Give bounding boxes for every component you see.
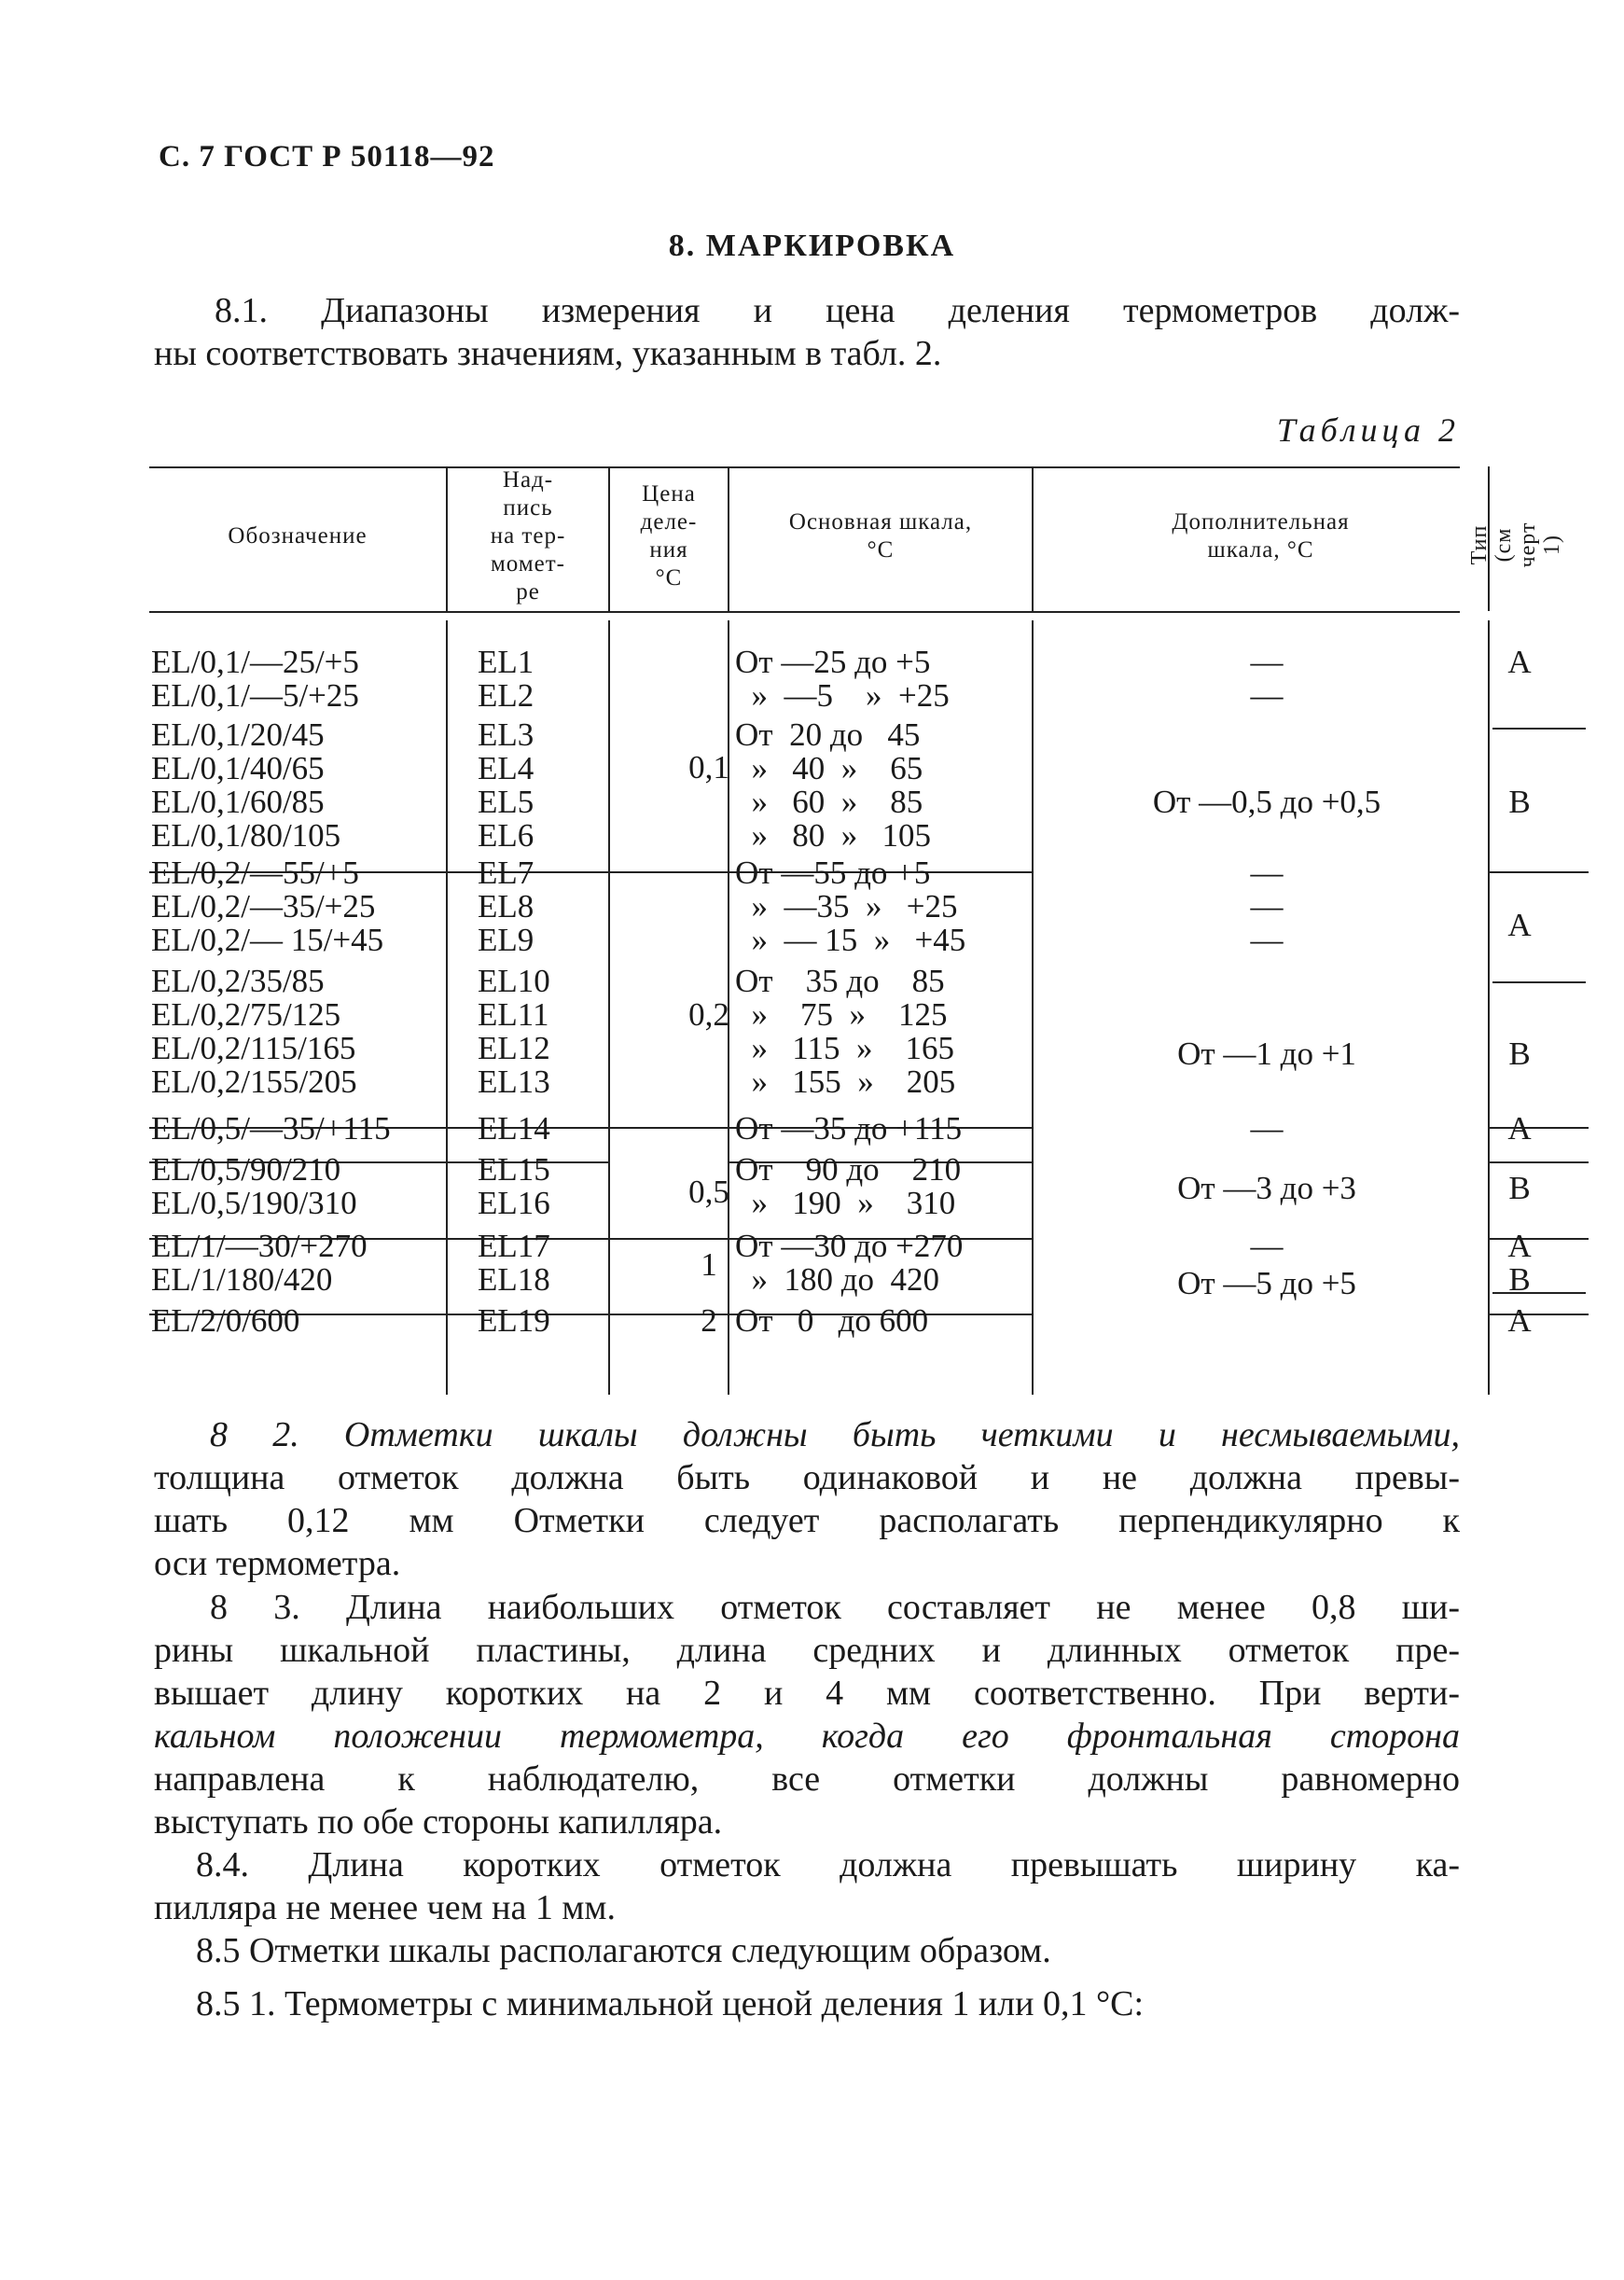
row-mark: EL9	[478, 922, 534, 958]
row-main-scale: » 155 » 205	[735, 1064, 956, 1100]
paragraph-8-5-1: 8.5 1. Термометры с минимальной ценой деления 1 или 0,1 °С:	[196, 1984, 1145, 2023]
row-code: EL/0,5/190/310	[151, 1185, 357, 1221]
row-mark: EL12	[478, 1030, 550, 1066]
row-type: В	[1508, 1261, 1531, 1298]
row-main-scale: » — 15 » +45	[735, 922, 966, 958]
row-main-scale: От —30 до +270	[735, 1228, 964, 1264]
row-mark: EL7	[478, 855, 534, 891]
row-code: EL/0,5/—35/+115	[151, 1110, 391, 1147]
row-additional-scale: —	[1250, 677, 1284, 714]
row-code: EL/0,2/—35/+25	[151, 888, 376, 925]
row-code: EL/0,2/155/205	[151, 1064, 357, 1100]
row-additional-scale: От —1 до +1	[1177, 1036, 1356, 1072]
row-type: А	[1507, 1110, 1532, 1147]
row-code: EL/2/0/600	[151, 1302, 300, 1339]
row-mark: EL17	[478, 1228, 550, 1264]
row-mark: EL5	[478, 784, 534, 820]
row-mark: EL15	[478, 1151, 550, 1188]
paragraph-line: пилляра не менее чем на 1 мм.	[154, 1888, 616, 1927]
paragraph-line: 8 3. Длина наибольших отметок составляет не менее 0,8 ши-	[210, 1588, 1460, 1627]
row-mark: EL10	[478, 963, 550, 999]
header-additional-scale: Дополнительная шкала, °С	[1172, 509, 1350, 563]
row-code: EL/0,5/90/210	[151, 1151, 341, 1188]
paragraph-line: кальном положении термометра, когда его фронтальная сторона	[154, 1717, 1460, 1756]
row-main-scale: » 60 » 85	[735, 784, 923, 820]
row-code: EL/0,1/80/105	[151, 817, 341, 854]
table-caption: Таблица 2	[1276, 411, 1460, 449]
row-code: EL/0,1/—25/+5	[151, 644, 359, 680]
paragraph-line: 8.1. Диапазоны измерения и цена деления термометров долж-	[215, 291, 1460, 330]
division-value: 0,2	[688, 996, 729, 1033]
row-main-scale: » 75 » 125	[735, 996, 948, 1033]
paragraph-line: вышает длину коротких на 2 и 4 мм соответственно. При верти-	[154, 1674, 1460, 1713]
paragraph-8-5: 8.5 Отметки шкалы располагаются следующим образом.	[196, 1931, 1051, 1970]
row-code: EL/1/—30/+270	[151, 1228, 368, 1264]
row-main-scale: От 20 до 45	[735, 716, 921, 753]
row-type: А	[1507, 907, 1532, 943]
row-main-scale: От 35 до 85	[735, 963, 945, 999]
row-main-scale: » 115 » 165	[735, 1030, 954, 1066]
row-type: В	[1508, 784, 1531, 820]
paragraph-line: 8.4. Длина коротких отметок должна превышать ширину ка-	[196, 1845, 1460, 1884]
paragraph-line: шать 0,12 мм Отметки следует располагать перпендикулярно к	[154, 1501, 1460, 1540]
row-mark: EL19	[478, 1302, 550, 1339]
paragraph-line: выступать по обе стороны капилляра.	[154, 1802, 723, 1842]
section-title: 8. МАРКИРОВКА	[668, 229, 956, 263]
row-main-scale: » 190 » 310	[735, 1185, 956, 1221]
row-additional-scale: От —0,5 до +0,5	[1152, 784, 1381, 820]
row-main-scale: » —35 » +25	[735, 888, 958, 925]
row-mark: EL13	[478, 1064, 550, 1100]
row-code: EL/0,1/40/65	[151, 750, 325, 786]
row-mark: EL2	[478, 677, 534, 714]
row-code: EL/0,2/115/165	[151, 1030, 356, 1066]
row-mark: EL4	[478, 750, 534, 786]
row-additional-scale: —	[1250, 888, 1284, 925]
page-header: С. 7 ГОСТ Р 50118—92	[159, 140, 495, 174]
header-main-scale: Основная шкала, °С	[788, 509, 973, 563]
row-mark: EL16	[478, 1185, 550, 1221]
row-main-scale: От —35 до +115	[735, 1110, 963, 1147]
row-mark: EL1	[478, 644, 534, 680]
row-code: EL/0,2/75/125	[151, 996, 341, 1033]
row-additional-scale: —	[1250, 1228, 1284, 1264]
row-additional-scale: —	[1250, 1110, 1284, 1147]
row-mark: EL14	[478, 1110, 550, 1147]
row-mark: EL6	[478, 817, 534, 854]
header-division: Цена деле- ния °С	[640, 481, 698, 591]
row-type: А	[1507, 644, 1532, 680]
row-additional-scale: От —5 до +5	[1177, 1265, 1356, 1301]
division-value: 2	[701, 1302, 717, 1339]
row-code: EL/0,1/20/45	[151, 716, 325, 753]
paragraph-line: 8 2. Отметки шкалы должны быть четкими и несмываемыми,	[210, 1415, 1460, 1454]
row-additional-scale: —	[1250, 855, 1284, 891]
row-additional-scale: —	[1250, 922, 1284, 958]
paragraph-line: ны соответствовать значениям, указанным в табл. 2.	[154, 334, 942, 373]
row-main-scale: От —25 до +5	[735, 644, 931, 680]
paragraph-8-2	[154, 1413, 1460, 1585]
row-mark: EL18	[478, 1261, 550, 1298]
row-code: EL/1/180/420	[151, 1261, 333, 1298]
row-mark: EL3	[478, 716, 534, 753]
row-code: EL/0,2/35/85	[151, 963, 325, 999]
row-main-scale: » —5 » +25	[735, 677, 950, 714]
row-code: EL/0,2/— 15/+45	[151, 922, 384, 958]
row-main-scale: » 40 » 65	[735, 750, 923, 786]
division-value: 1	[701, 1246, 717, 1283]
paragraph-line: направлена к наблюдателю, все отметки должны равномерно	[154, 1759, 1460, 1799]
row-code: EL/0,1/—5/+25	[151, 677, 359, 714]
row-main-scale: От 0 до 600	[735, 1302, 929, 1339]
row-main-scale: » 80 » 105	[735, 817, 931, 854]
row-main-scale: От —55 до +5	[735, 855, 931, 891]
row-code: EL/0,2/—55/+5	[151, 855, 359, 891]
division-value: 0,5	[688, 1174, 729, 1210]
header-mark: Над- пись на тер- момет- ре	[490, 467, 566, 605]
row-type: В	[1508, 1170, 1531, 1206]
row-main-scale: От 90 до 210	[735, 1151, 962, 1188]
paragraph-8-3	[154, 1586, 1460, 1843]
paragraph-8-1	[154, 289, 1460, 375]
row-additional-scale: От —3 до +3	[1177, 1170, 1356, 1206]
row-mark: EL11	[478, 996, 549, 1033]
row-type: В	[1508, 1036, 1531, 1072]
paragraph-line: рины шкальной пластины, длина средних и длинных отметок пре-	[154, 1631, 1460, 1670]
row-type: А	[1507, 1228, 1532, 1264]
row-main-scale: » 180 до 420	[735, 1261, 940, 1298]
paragraph-line: толщина отметок должна быть одинаковой и не должна превы-	[154, 1458, 1460, 1497]
row-additional-scale: —	[1250, 644, 1284, 680]
paragraph-line: оси термометра.	[154, 1544, 401, 1583]
division-value: 0,1	[688, 749, 729, 785]
header-type: Тип (см черт 1)	[1467, 521, 1564, 568]
paragraph-8-4	[154, 1843, 1460, 1929]
row-type: А	[1507, 1302, 1532, 1339]
row-code: EL/0,1/60/85	[151, 784, 325, 820]
header-code: Обозначение	[228, 523, 368, 549]
row-mark: EL8	[478, 888, 534, 925]
